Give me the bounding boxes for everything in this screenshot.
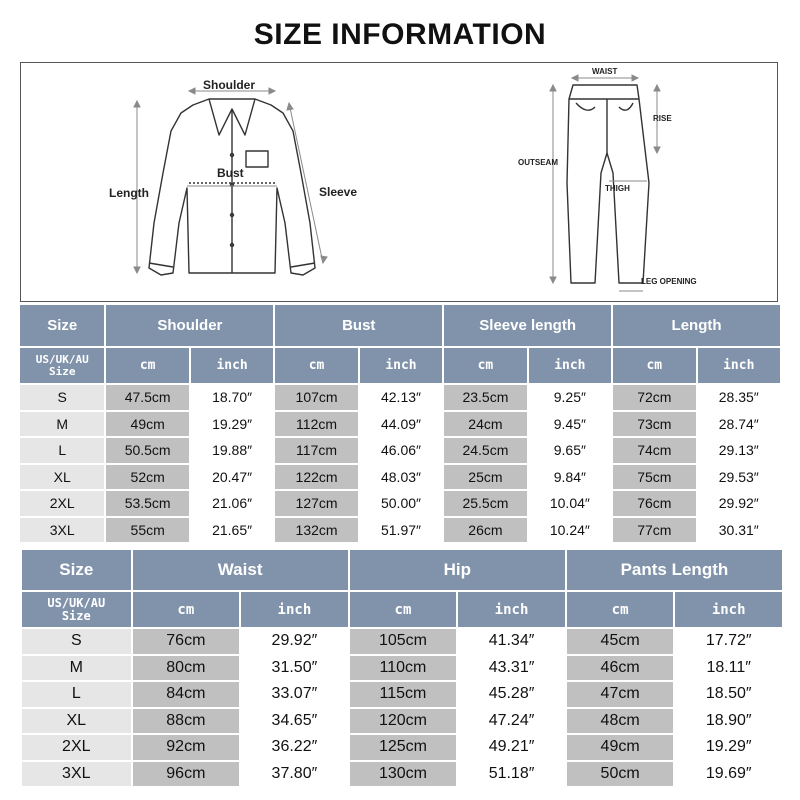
group-header-shoulder: Shoulder: [106, 305, 273, 346]
shirt-illustration: [149, 99, 315, 275]
value-cell: 50.00″: [360, 491, 442, 516]
value-cell: 29.53″: [698, 465, 780, 490]
leg-opening-label: LEG OPENING: [641, 277, 697, 286]
unit-header: cm: [567, 592, 674, 627]
value-cell: 122cm: [275, 465, 357, 490]
value-cell: 76cm: [133, 629, 240, 654]
measurement-diagram: [20, 62, 778, 302]
size-cell: M: [22, 656, 131, 681]
region-label: US/UK/AU: [35, 352, 89, 366]
unit-header: cm: [133, 592, 240, 627]
region-size-label: Size: [48, 364, 76, 378]
unit-header: cm: [444, 348, 526, 383]
value-cell: 17.72″: [675, 629, 782, 654]
unit-header: inch: [360, 348, 442, 383]
value-cell: 73cm: [613, 412, 695, 437]
table-row: [20, 491, 780, 516]
size-cell: 2XL: [22, 735, 131, 760]
value-cell: 18.50″: [675, 682, 782, 707]
value-cell: 19.88″: [191, 438, 273, 463]
size-header: Size: [20, 305, 104, 346]
size-cell: 3XL: [20, 518, 104, 543]
value-cell: 50.5cm: [106, 438, 188, 463]
value-cell: 37.80″: [241, 762, 348, 787]
group-header-waist: Waist: [133, 550, 348, 590]
value-cell: 25.5cm: [444, 491, 526, 516]
region-size-header: [20, 348, 104, 383]
group-header-bust: Bust: [275, 305, 442, 346]
value-cell: 28.35″: [698, 385, 780, 410]
value-cell: 117cm: [275, 438, 357, 463]
unit-header: inch: [698, 348, 780, 383]
size-cell: XL: [22, 709, 131, 734]
value-cell: 107cm: [275, 385, 357, 410]
value-cell: 84cm: [133, 682, 240, 707]
table-row: [20, 518, 780, 543]
value-cell: 45.28″: [458, 682, 565, 707]
value-cell: 72cm: [613, 385, 695, 410]
value-cell: 125cm: [350, 735, 457, 760]
value-cell: 88cm: [133, 709, 240, 734]
value-cell: 44.09″: [360, 412, 442, 437]
shoulder-label: Shoulder: [203, 78, 256, 92]
bottom-size-table: [20, 548, 784, 788]
value-cell: 9.84″: [529, 465, 611, 490]
value-cell: 110cm: [350, 656, 457, 681]
region-label: US/UK/AU: [47, 595, 106, 610]
value-cell: 18.90″: [675, 709, 782, 734]
value-cell: 33.07″: [241, 682, 348, 707]
value-cell: 120cm: [350, 709, 457, 734]
size-cell: S: [22, 629, 131, 654]
value-cell: 55cm: [106, 518, 188, 543]
value-cell: 31.50″: [241, 656, 348, 681]
region-size-header: [22, 592, 131, 627]
length-label: Length: [109, 186, 149, 200]
value-cell: 19.29″: [191, 412, 273, 437]
value-cell: 53.5cm: [106, 491, 188, 516]
unit-header: inch: [191, 348, 273, 383]
value-cell: 24cm: [444, 412, 526, 437]
sleeve-label: Sleeve: [319, 185, 358, 199]
value-cell: 105cm: [350, 629, 457, 654]
bust-label: Bust: [217, 166, 244, 180]
value-cell: 25cm: [444, 465, 526, 490]
value-cell: 47.5cm: [106, 385, 188, 410]
region-size-label: Size: [61, 608, 91, 623]
value-cell: 96cm: [133, 762, 240, 787]
value-cell: 80cm: [133, 656, 240, 681]
value-cell: 51.18″: [458, 762, 565, 787]
unit-header: cm: [613, 348, 695, 383]
value-cell: 77cm: [613, 518, 695, 543]
thigh-label: THIGH: [605, 184, 630, 193]
size-cell: L: [20, 438, 104, 463]
value-cell: 49cm: [106, 412, 188, 437]
waist-label: WAIST: [592, 67, 618, 76]
size-cell: L: [22, 682, 131, 707]
value-cell: 21.06″: [191, 491, 273, 516]
page-title: SIZE INFORMATION: [253, 18, 547, 51]
value-cell: 46.06″: [360, 438, 442, 463]
unit-header: inch: [458, 592, 565, 627]
rise-label: RISE: [653, 114, 672, 123]
value-cell: 115cm: [350, 682, 457, 707]
group-header-pants-length: Pants Length: [567, 550, 782, 590]
value-cell: 92cm: [133, 735, 240, 760]
value-cell: 29.92″: [241, 629, 348, 654]
size-cell: 2XL: [20, 491, 104, 516]
value-cell: 50cm: [567, 762, 674, 787]
unit-header: inch: [529, 348, 611, 383]
value-cell: 29.13″: [698, 438, 780, 463]
value-cell: 43.31″: [458, 656, 565, 681]
unit-header: cm: [275, 348, 357, 383]
value-cell: 18.70″: [191, 385, 273, 410]
group-header-sleeve-length: Sleeve length: [444, 305, 611, 346]
diagram-svg: [21, 63, 779, 303]
value-cell: 28.74″: [698, 412, 780, 437]
value-cell: 112cm: [275, 412, 357, 437]
table-row: [20, 412, 780, 437]
value-cell: 47cm: [567, 682, 674, 707]
value-cell: 75cm: [613, 465, 695, 490]
table-row: [22, 762, 782, 787]
value-cell: 45cm: [567, 629, 674, 654]
size-cell: 3XL: [22, 762, 131, 787]
value-cell: 132cm: [275, 518, 357, 543]
value-cell: 48.03″: [360, 465, 442, 490]
table-row: [22, 709, 782, 734]
value-cell: 18.11″: [675, 656, 782, 681]
unit-header: cm: [106, 348, 188, 383]
table-row: [22, 629, 782, 654]
unit-header: inch: [241, 592, 348, 627]
value-cell: 9.45″: [529, 412, 611, 437]
value-cell: 9.65″: [529, 438, 611, 463]
value-cell: 49.21″: [458, 735, 565, 760]
table-row: [22, 735, 782, 760]
value-cell: 36.22″: [241, 735, 348, 760]
size-cell: XL: [20, 465, 104, 490]
value-cell: 130cm: [350, 762, 457, 787]
value-cell: 49cm: [567, 735, 674, 760]
table-row: [20, 438, 780, 463]
value-cell: 19.69″: [675, 762, 782, 787]
value-cell: 127cm: [275, 491, 357, 516]
value-cell: 10.04″: [529, 491, 611, 516]
value-cell: 30.31″: [698, 518, 780, 543]
value-cell: 48cm: [567, 709, 674, 734]
size-cell: M: [20, 412, 104, 437]
value-cell: 76cm: [613, 491, 695, 516]
table-row: [22, 682, 782, 707]
unit-header: cm: [350, 592, 457, 627]
value-cell: 26cm: [444, 518, 526, 543]
value-cell: 42.13″: [360, 385, 442, 410]
value-cell: 52cm: [106, 465, 188, 490]
value-cell: 10.24″: [529, 518, 611, 543]
value-cell: 29.92″: [698, 491, 780, 516]
outseam-label: OUTSEAM: [518, 158, 558, 167]
value-cell: 24.5cm: [444, 438, 526, 463]
value-cell: 20.47″: [191, 465, 273, 490]
unit-header: inch: [675, 592, 782, 627]
top-size-table: [18, 303, 782, 544]
size-cell: S: [20, 385, 104, 410]
value-cell: 23.5cm: [444, 385, 526, 410]
value-cell: 9.25″: [529, 385, 611, 410]
value-cell: 51.97″: [360, 518, 442, 543]
value-cell: 47.24″: [458, 709, 565, 734]
group-header-hip: Hip: [350, 550, 565, 590]
value-cell: 41.34″: [458, 629, 565, 654]
group-header-length: Length: [613, 305, 780, 346]
table-row: [22, 656, 782, 681]
size-header: Size: [22, 550, 131, 590]
value-cell: 46cm: [567, 656, 674, 681]
value-cell: 19.29″: [675, 735, 782, 760]
table-row: [20, 465, 780, 490]
value-cell: 34.65″: [241, 709, 348, 734]
value-cell: 21.65″: [191, 518, 273, 543]
table-row: [20, 385, 780, 410]
value-cell: 74cm: [613, 438, 695, 463]
